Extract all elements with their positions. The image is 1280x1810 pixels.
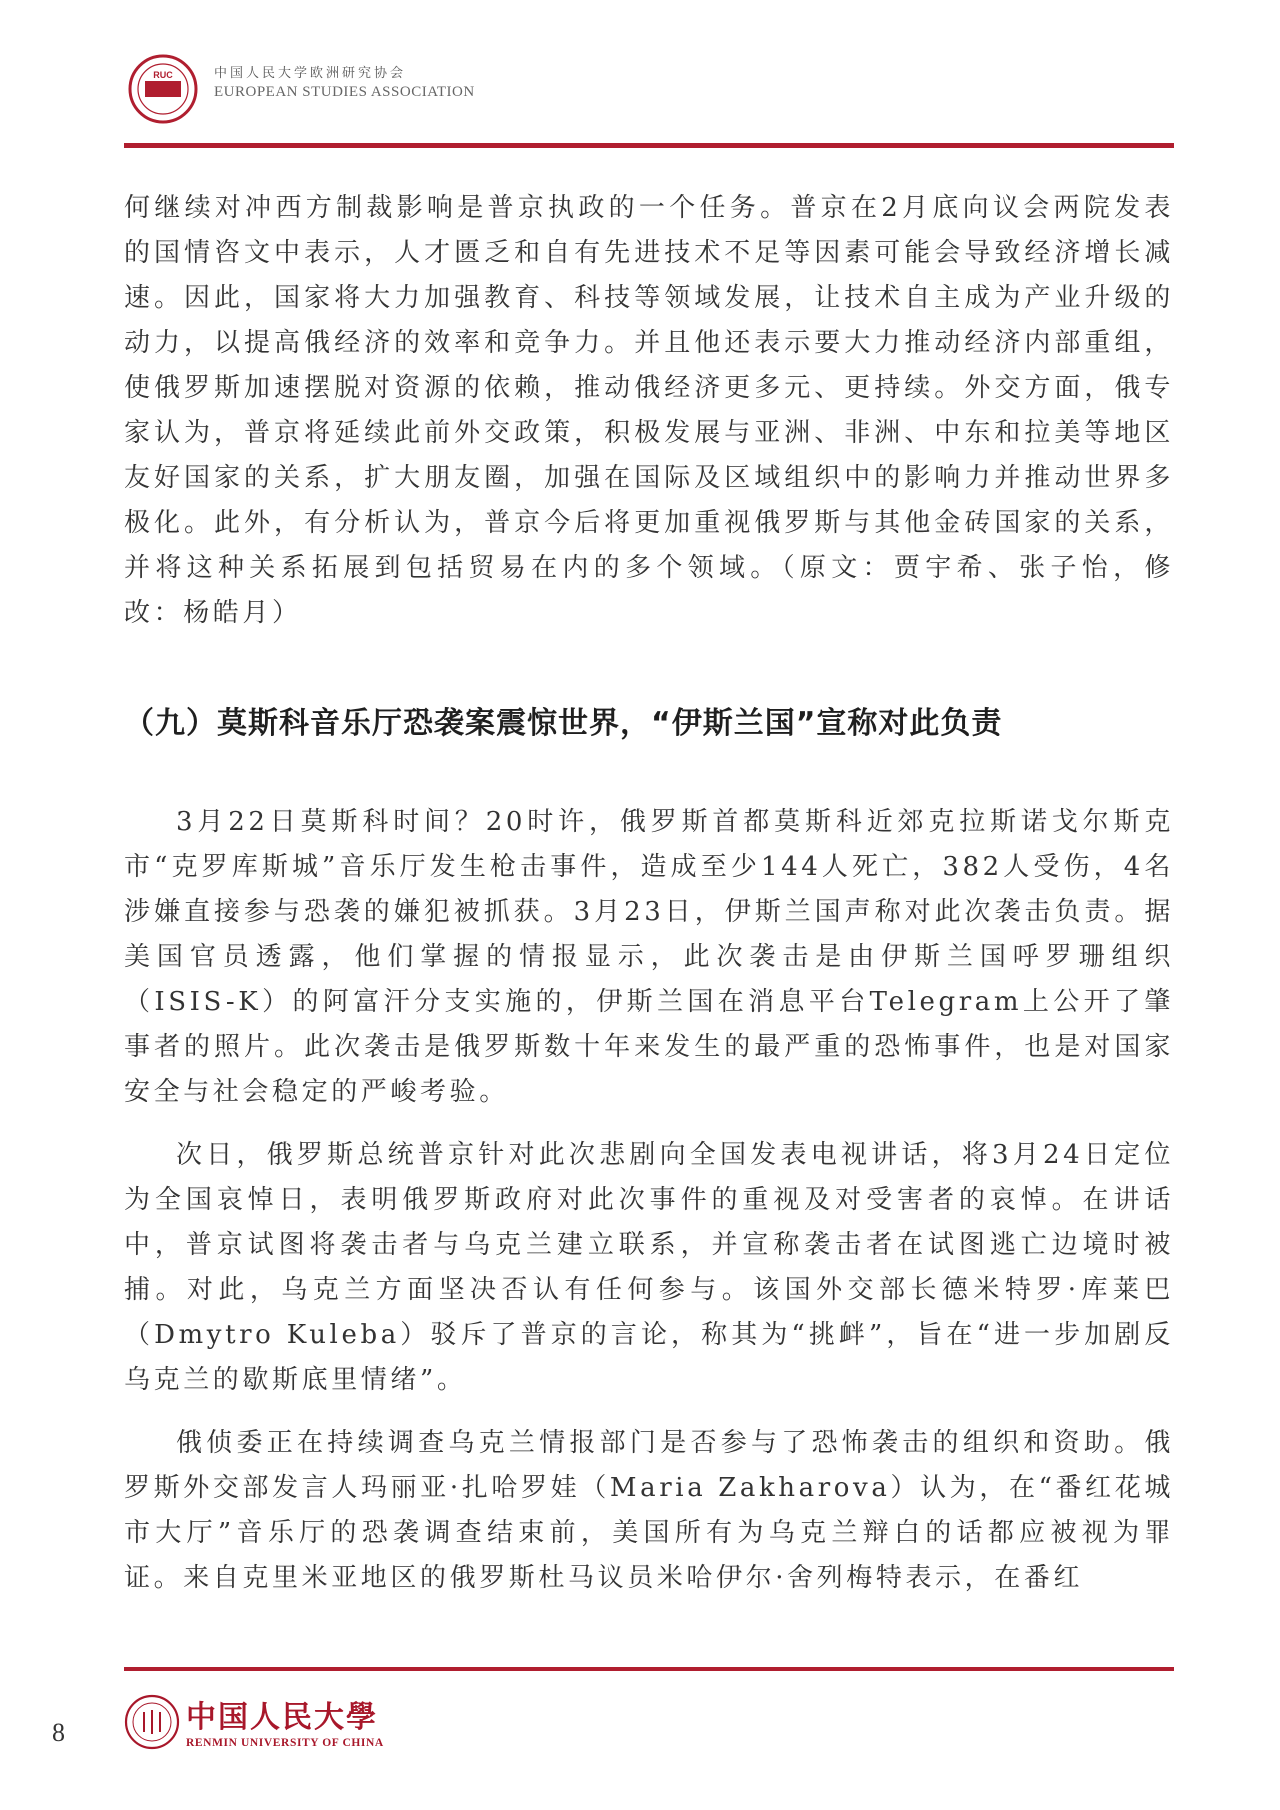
university-name-en: RENMIN UNIVERSITY OF CHINA [186,1737,384,1749]
header-divider [124,143,1174,148]
paragraph-4: 俄侦委正在持续调查乌克兰情报部门是否参与了恐怖袭击的组织和资助。俄罗斯外交部发言人玛丽亚·扎哈罗娃（Maria Zakharova）认为，在“番红花城市大厅”音乐厅的恐袭调查结束前，美国所有为乌克兰辩白的话都应被视为罪证。来自克里米亚地区的俄罗斯杜马议员米哈伊尔·舍列梅特表示，在番红 [124,1428,1174,1593]
university-name-cn: 中国人民大學 [186,1700,378,1735]
association-seal-logo [128,54,198,124]
page-number: 8 [52,1718,65,1747]
footer-divider [124,1667,1174,1671]
paragraph-2: 3月22日莫斯科时间？20时许，俄罗斯首都莫斯科近郊克拉斯诺戈尔斯克市“克罗库斯城”音乐厅发生枪击事件，造成至少144人死亡，382人受伤，4名涉嫌直接参与恐袭的嫌犯被抓获。3月23日，伊斯兰国声称对此次袭击负责。据美国官员透露，他们掌握的情报显示，此次袭击是由伊斯兰国呼罗珊组织（ISIS-K）的阿富汗分支实施的，伊斯兰国在消息平台Telegram上公开了肇事者的照片。此次袭击是俄罗斯数十年来发生的最严重的恐怖事件，也是对国家安全与社会稳定的严峻考验。 [124,807,1174,1107]
seal-text: RUC [153,70,173,80]
association-name-en: EUROPEAN STUDIES ASSOCIATION [214,84,475,100]
association-name-cn: 中国人民大学欧洲研究协会 [214,66,407,81]
paragraph-3: 次日，俄罗斯总统普京针对此次悲剧向全国发表电视讲话，将3月24日定位为全国哀悼日，表明俄罗斯政府对此次事件的重视及对受害者的哀悼。在讲话中，普京试图将袭击者与乌克兰建立联系，并宣称袭击者在试图逃亡边境时被捕。对此，乌克兰方面坚决否认有任何参与。该国外交部长德米特罗·库莱巴（Dmytro Kuleba）驳斥了普京的言论，称其为“挑衅”，旨在“进一步加剧反乌克兰的歇斯底里情绪”。 [124,1140,1174,1395]
paragraph-1: 何继续对冲西方制裁影响是普京执政的一个任务。普京在2月底向议会两院发表的国情咨文中表示，人才匮乏和自有先进技术不足等因素可能会导致经济增长减速。因此，国家将大力加强教育、科技等领域发展，让技术自主成为产业升级的动力，以提高俄经济的效率和竞争力。并且他还表示要大力推动经济内部重组，使俄罗斯加速摆脱对资源的依赖，推动俄经济更多元、更持续。外交方面，俄专家认为，普京将延续此前外交政策，积极发展与亚洲、非洲、中东和拉美等地区友好国家的关系，扩大朋友圈，加强在国际及区域组织中的影响力并推动世界多极化。此外，有分析认为，普京今后将更加重视俄罗斯与其他金砖国家的关系，并将这种关系拓展到包括贸易在内的多个领域。（原文：贾宇希、张子怡，修改：杨皓月） [124,193,1174,628]
page-header [124,40,1174,150]
page-content [124,186,1174,1601]
university-seal-logo [124,1694,180,1750]
section-heading: （九）莫斯科音乐厅恐袭案震惊世界，“伊斯兰国”宣称对此负责 [124,706,1003,741]
